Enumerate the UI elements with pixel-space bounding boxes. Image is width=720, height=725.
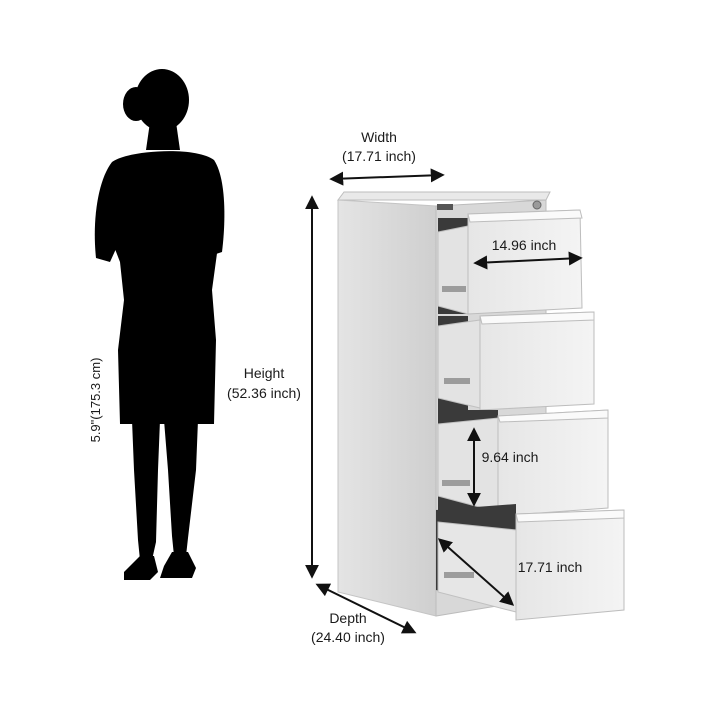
filing-cabinet xyxy=(338,192,624,620)
brand-plate xyxy=(437,204,453,210)
width-arrow xyxy=(332,175,442,179)
height-value: (52.36 inch) xyxy=(227,385,301,401)
lock-icon xyxy=(533,201,541,209)
width-label: Width xyxy=(361,129,397,145)
drawer-depth-label: 17.71 inch xyxy=(517,559,583,575)
drawer-2 xyxy=(438,312,594,410)
depth-value: (24.40 inch) xyxy=(311,629,385,645)
cabinet-top xyxy=(338,192,550,200)
person-silhouette xyxy=(95,69,225,580)
cabinet-side xyxy=(338,200,436,616)
drawer-width-label: 14.96 inch xyxy=(491,237,557,253)
depth-label: Depth xyxy=(329,610,367,626)
height-label: Height xyxy=(243,365,285,381)
drawer-height-label: 9.64 inch xyxy=(481,449,539,465)
person-height-label: 5.9"(175.3 cm) xyxy=(88,357,103,443)
width-value: (17.71 inch) xyxy=(342,148,416,164)
